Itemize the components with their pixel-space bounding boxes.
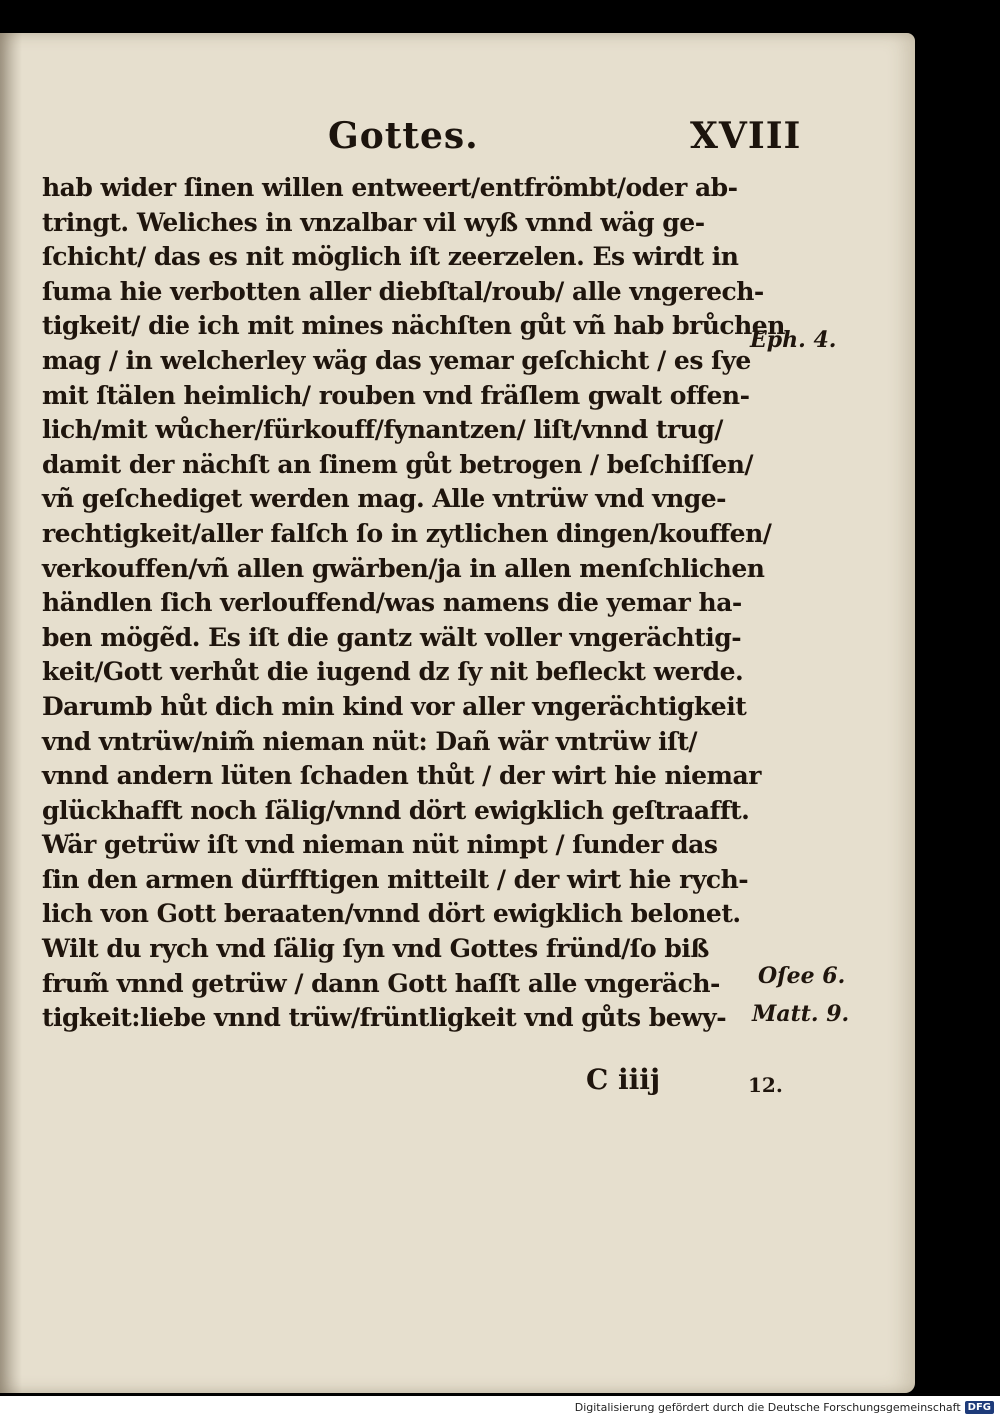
text-line: Wilt du rych vnd ſälig ſyn vnd Gottes fründ/ſo biß: [42, 934, 709, 964]
text-line: keit/Gott verhůt die iugend dz ſy nit befleckt werde.: [42, 657, 744, 687]
text-line: vñ geſchediget werden mag. Alle vntrüw vnd vnge‑: [42, 484, 727, 514]
body-text: [42, 171, 785, 1036]
text-line: damit der nächſt an ſinem gůt betrogen / beſchiſſen/: [42, 449, 754, 479]
text-line: ſchicht/ das es nit möglich iſt zeerzelen. Es wirdt in: [42, 242, 739, 272]
footer-credit: Digitalisierung gefördert durch die Deutsche Forschungsgemeinschaft: [574, 1400, 961, 1414]
margin-note-osee: Oſee 6.: [758, 963, 846, 989]
text-line: lich/mit wůcher/fürkouff/fynantzen/ liſt/vnnd trug/: [42, 415, 723, 445]
text-line: lich von Gott beraaten/vnnd dört ewigklich belonet.: [42, 899, 741, 929]
text-line: ſin den armen dürfftigen mitteilt / der wirt hie rych‑: [42, 864, 749, 894]
footer-bar: [0, 1396, 1000, 1418]
folio-number: XVIII: [690, 115, 802, 157]
text-line: glückhafft noch ſälig/vnnd dört ewigklich geſtraafft.: [42, 795, 750, 825]
text-line: tringt. Weliches in vnzalbar vil wyß vnnd wäg ge‑: [42, 207, 705, 237]
text-line: mit ſtälen heimlich/ rouben vnd fräſlem gwalt offen‑: [42, 380, 750, 410]
text-line: hab wider ſinen willen entweert/entfrömbt/oder ab‑: [42, 173, 738, 202]
text-line: ben mögẽd. Es iſt die gantz wält voller vngerächtig‑: [42, 622, 742, 652]
text-line: vnd vntrüw/nim̃ nieman nüt: Dañ wär vntrüw iſt/: [42, 726, 698, 756]
dfg-logo-icon: DFG: [965, 1401, 994, 1414]
margin-note-eph: Eph. 4.: [750, 327, 837, 353]
text-line: ſuma hie verbotten aller diebſtal/roub/ alle vngerech‑: [42, 276, 764, 306]
running-title: Gottes.: [328, 115, 479, 157]
book-page: [0, 33, 915, 1393]
text-line: vnnd andern lüten ſchaden thůt / der wirt hie niemar: [42, 761, 761, 791]
text-line: rechtigkeit/aller falſch ſo in zytlichen dingen/kouffen/: [42, 518, 772, 548]
signature-mark: C iiij: [586, 1063, 661, 1096]
text-line: Darumb hůt dich min kind vor aller vngerächtigkeit: [42, 691, 747, 721]
text-line: händlen ſich verlouffend/was namens die yemar ha‑: [42, 588, 742, 618]
text-line: Wär getrüw iſt vnd nieman nüt nimpt / ſunder das: [42, 830, 718, 860]
catchword: 12.: [748, 1073, 783, 1097]
text-line: mag / in welcherley wäg das yemar geſchicht / es ſye: [42, 345, 751, 375]
margin-note-matt: Matt. 9.: [752, 1001, 850, 1027]
text-line: tigkeit/ die ich mit mines nächſten gůt vñ hab brůchen: [42, 311, 785, 341]
text-line: frum̃ vnnd getrüw / dann Gott haſſt alle vngeräch‑: [42, 968, 720, 998]
text-line: verkouffen/vñ allen gwärben/ja in allen menſchlichen: [42, 553, 765, 583]
text-line: tigkeit:liebe vnnd trüw/früntligkeit vnd gůts bewy‑: [42, 1003, 727, 1033]
